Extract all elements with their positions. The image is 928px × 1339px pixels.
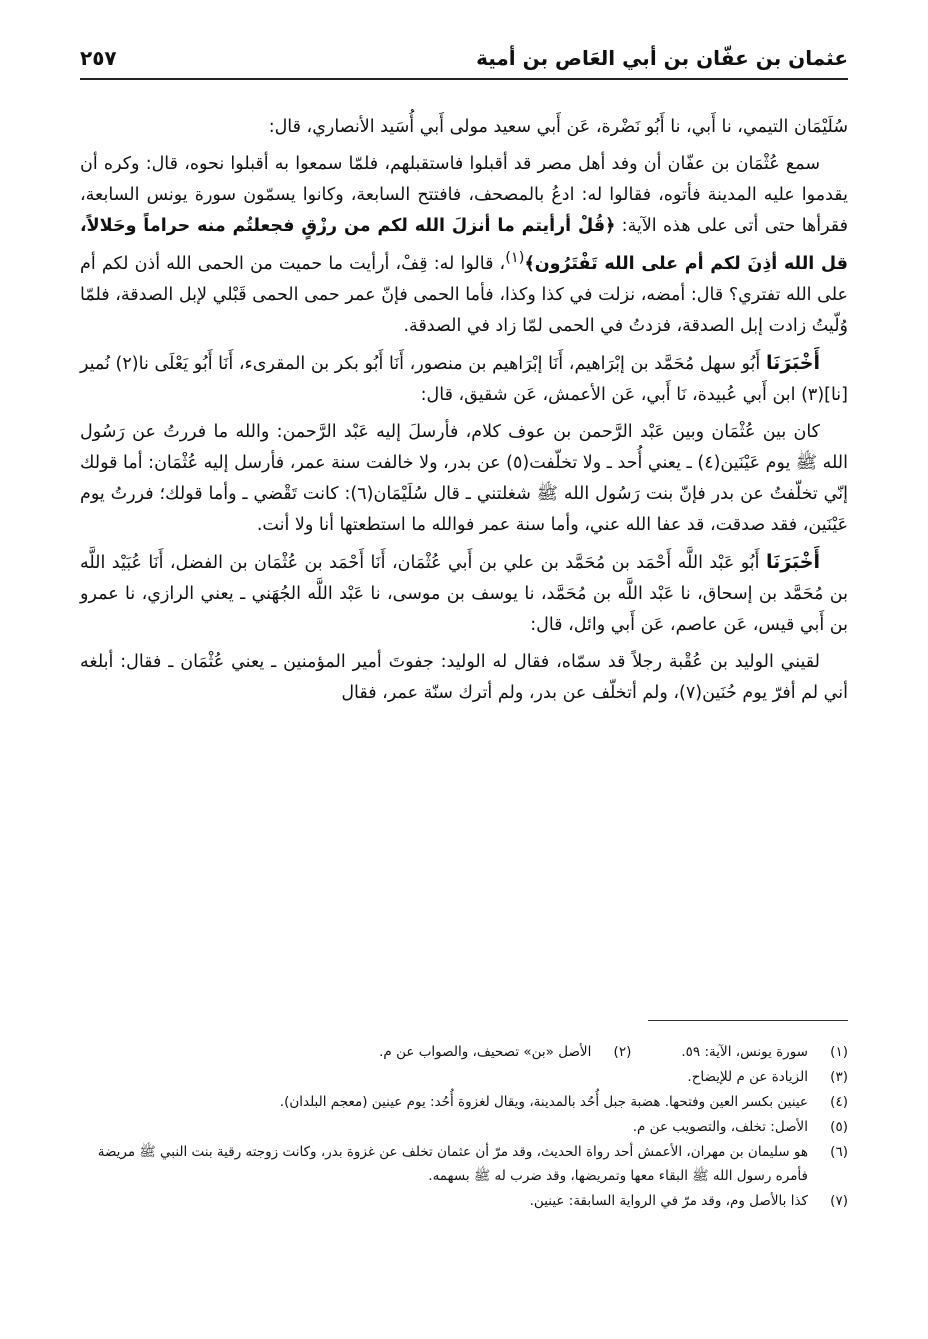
- footnote-number: (٣): [830, 1069, 848, 1085]
- footnote-row-1-2: [80, 1040, 848, 1064]
- paragraph-5: [80, 547, 848, 641]
- footnote-4: [80, 1090, 848, 1114]
- footnote-text: سورة يونس، الآية: ٥٩.: [681, 1044, 808, 1060]
- footnote-number: (٤): [830, 1094, 848, 1110]
- page-number: ٢٥٧: [80, 46, 117, 70]
- footnote-2: [379, 1040, 631, 1064]
- isnad-lead-2: أَخْبَرَنَا: [765, 550, 820, 573]
- footnote-divider: [648, 1020, 848, 1021]
- paragraph-6-text: لقيني الوليد بن عُقْبة رجلاً قد سمّاه، فقال له الوليد: جفوتَ أمير المؤمنين ـ يعني عُثْمَان ـ فقال: أبلغه أني لم أفرّ يوم حُنَين(٧)، ولم أتخلّف عن بدر، ولم أترك سنّة عمر، فقال: [80, 651, 848, 703]
- running-title: عثمان بن عفّان بن أبي العَاص بن أمية: [476, 46, 848, 70]
- footnote-text: الأصل: تخلف، والتصويب عن م.: [632, 1119, 808, 1135]
- footnotes: [80, 1040, 848, 1214]
- footnote-text: هو سليمان بن مهران، الأعمش أحد رواة الحديث، وقد مرّ أن عثمان تخلف عن غزوة بدر، وكانت زوجته رقية بنت النبي ﷺ مريضة فأمره رسول الله ﷺ البقاء معها وتمريضها، وقد ضرب له ﷺ بسهمه.: [97, 1144, 808, 1184]
- footnote-number: (١): [830, 1044, 848, 1060]
- quran-verse: ﴿قُلْ أرأيتم ما أنزلَ الله لكم من رزْقٍ فجعلتُم منه حراماً وحَلالاً، قل الله أذِنَ لكم أم على الله تَفْتَرُون﴾: [80, 216, 848, 274]
- paragraph-3-text: أَبُو سهل مُحَمَّد بن إبْرَاهيم، أَنَا إبْرَاهيم بن منصور، أَنَا أَبُو بكر بن المقرىء، أَنَا أَبُو يَعْلَى نا(٢) نُمير [نا](٣) ابن أَبي عُبيدة، نَا أَبي، عَن الأعمش، عَن شقيق، قال:: [80, 353, 848, 405]
- footnote-number: (٢): [613, 1044, 632, 1060]
- paragraph-2: [80, 149, 848, 342]
- footnote-5: [80, 1115, 848, 1139]
- footnote-ref-1: (١): [505, 249, 525, 266]
- footnote-number: (٧): [830, 1193, 848, 1209]
- footnote-text: الزيادة عن م للإيضاح.: [687, 1069, 808, 1085]
- footnote-text: كذا بالأصل وم، وقد مرّ في الرواية السابقة: عينين.: [529, 1193, 808, 1209]
- footnote-text: الأصل «بن» تصحيف، والصواب عن م.: [379, 1044, 592, 1060]
- paragraph-1: [80, 112, 848, 143]
- footnote-number: (٦): [830, 1144, 848, 1160]
- paragraph-2-text-a: سمع عُثْمَان بن عفّان أن وفد أهل مصر قد أقبلوا فاستقبلهم، فلمّا سمعوا به أقبلوا نحوه، قال: وكره أن يقدموا عليه المدينة فأتوه، فقالوا له: ادعُ بالمصحف، فافتتح السابعة، وكانوا يسمّون سورة يونس السابعة، فقرأها حتى أتى على هذه الآية:: [80, 154, 848, 236]
- footnote-6: [80, 1140, 848, 1188]
- page-header: [80, 38, 848, 80]
- paragraph-4: [80, 417, 848, 541]
- paragraph-4-text: كان بين عُثْمَان وبين عَبْد الرَّحمن بن عوف كلام، فأرسلَ إليه عَبْد الرَّحمن: والله ما فررتُ عن رَسُول الله ﷺ يوم عَيْنَين(٤) ـ يعني أُحد ـ ولا تخلّفت(٥) عن بدر، ولا خالفت سنة عمر، فأرسل إليه عُثْمَان: أما قولك إنّي تخلّفتُ عن بدر فإنّ بنت رَسُول الله ﷺ شغلتني ـ قال سُلَيْمَان(٦): كانت تَقْضي ـ وأما قولك؛ فررتُ يوم عَيْنَين، فقد صدقت، قد عفا الله عني، وأما سنة عمر فوالله ما استطعتها أنا ولا أنت.: [80, 421, 848, 535]
- paragraph-2-text-b: ، قالوا له: قِفْ، أرأيت ما حميت من الحمى الله أذن لكم أم على الله تفتري؟ قال: أمضه، نزلت في كذا وكذا، فأما الحمى فإنّ عمر حمى الحمى قَبْلي لإبل الصدقة، فلمّا وُلّيتُ زادت إبل الصدقة، فزدتُ في الحمى لمّا زاد في الصدقة.: [80, 253, 848, 336]
- paragraph-1-text: سُلَيْمَان التيمي، نا أَبي، نا أَبُو نَضْرة، عَن أَبي سعيد مولى أَبي أُسَيد الأنصاري، قال:: [268, 117, 848, 137]
- paragraph-6: [80, 647, 848, 709]
- footnote-3: [80, 1065, 848, 1089]
- footnote-text: عينين بكسر العين وفتحها. هضبة جبل أُحُد بالمدينة، ويقال لغزوة أُحُد: يوم عينين (معجم البلدان).: [279, 1094, 808, 1110]
- isnad-lead-1: أَخْبَرَنَا: [765, 351, 820, 374]
- main-text: [80, 112, 848, 715]
- footnote-1: [681, 1040, 848, 1064]
- paragraph-5-text: أَبُو عَبْد اللَّه أَحْمَد بن مُحَمَّد بن علي بن أَبي عُثْمَان، أَنَا أَحْمَد بن عُثْمَان بن الفضل، أَنَا عُبَيْد اللَّه بن مُحَمَّد بن إسحاق، نا عَبْد اللَّه بن مُحَمَّد، نا يوسف بن موسى، نا عَبْد اللَّه الجُهَني ـ يعني الرازي، نا عمرو بن أَبي قيس، عَن عاصم، عَن أَبي وائل، قال:: [80, 552, 848, 635]
- footnote-number: (٥): [830, 1119, 848, 1135]
- footnote-7: [80, 1189, 848, 1213]
- paragraph-3: [80, 348, 848, 411]
